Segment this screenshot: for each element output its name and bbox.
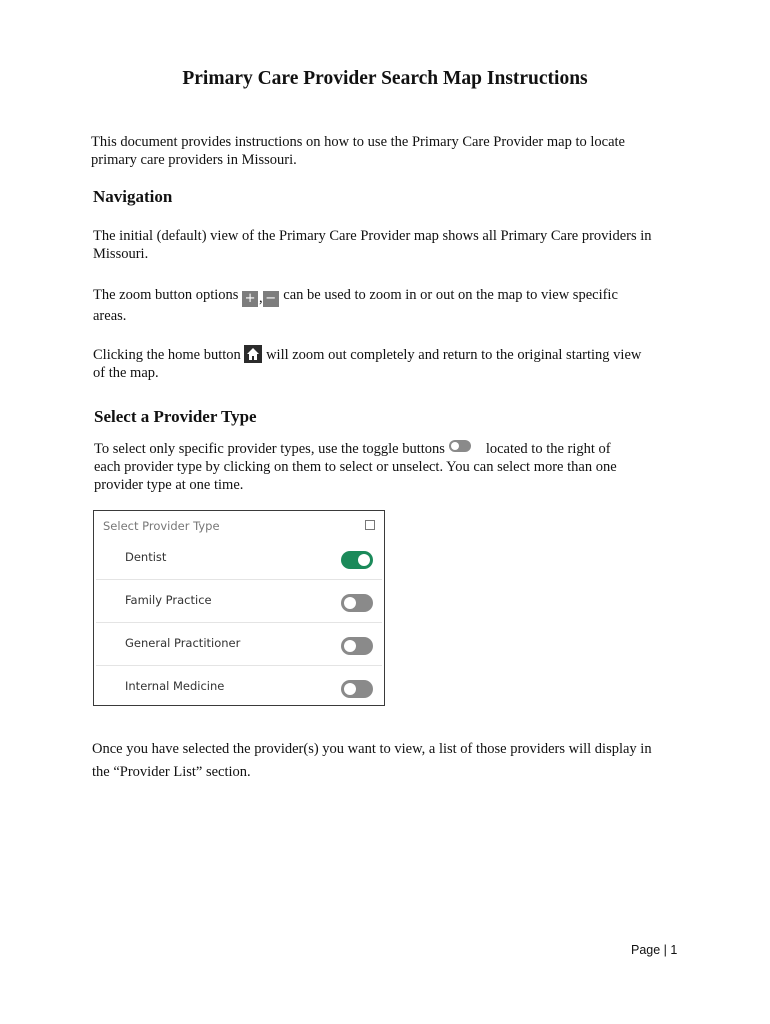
provider-label: General Practitioner [125,636,241,650]
navigation-line-1: The initial (default) view of the Primary Care Provider map shows all Primary Care providers in [93,228,652,244]
zoom-out-icon: − [263,291,279,307]
page-number: Page | 1 [631,943,678,957]
provider-type-text-before: To select only specific provider types, use the toggle buttons [94,441,445,457]
zoom-paragraph [93,286,713,325]
maximize-icon[interactable] [365,520,375,530]
zoom-in-icon: + [242,291,258,307]
document-title: Primary Care Provider Search Map Instructions [182,68,588,89]
provider-type-line-1 [94,440,714,458]
home-paragraph [93,345,713,382]
zoom-comma: , [259,290,263,306]
provider-toggle-internal-medicine[interactable] [341,680,373,698]
provider-type-line-2: each provider type by clicking on them to select or unselect. You can select more than one [94,459,617,475]
navigation-heading: Navigation [93,187,173,206]
provider-row-general-practitioner [96,623,382,666]
toggle-knob [344,683,356,695]
navigation-paragraph [93,227,713,263]
closing-line-1: Once you have selected the provider(s) you want to view, a list of those providers will display in [92,741,652,757]
provider-type-paragraph [94,440,714,494]
toggle-knob [344,640,356,652]
zoom-line-2: areas. [93,308,127,324]
provider-toggle-general-practitioner[interactable] [341,637,373,655]
toggle-knob [358,554,370,566]
zoom-line-1 [93,286,713,307]
home-line-1 [93,345,713,364]
home-icon [244,345,262,363]
provider-label: Family Practice [125,593,212,607]
intro-paragraph [91,133,711,169]
toggle-icon [449,440,471,452]
provider-row-internal-medicine [96,666,382,709]
closing-line-2: the “Provider List” section. [92,764,251,780]
home-text-after: will zoom out completely and return to the original starting view [266,347,642,363]
provider-label: Internal Medicine [125,679,225,693]
provider-row-dentist [96,537,382,580]
home-text-before: Clicking the home button [93,347,241,363]
intro-line-1: This document provides instructions on how to use the Primary Care Provider map to locate [91,134,625,150]
provider-toggle-dentist[interactable] [341,551,373,569]
zoom-text-after: can be used to zoom in or out on the map to view specific [283,287,618,303]
toggle-knob [344,597,356,609]
zoom-buttons-illustration [242,289,280,307]
intro-line-2: primary care providers in Missouri. [91,152,297,168]
provider-type-text-after: located to the right of [485,441,611,457]
provider-type-heading: Select a Provider Type [94,407,257,426]
panel-header: Select Provider Type [103,519,220,533]
navigation-line-2: Missouri. [93,246,149,262]
home-line-2: of the map. [93,365,159,381]
closing-paragraph [92,738,732,784]
provider-toggle-family-practice[interactable] [341,594,373,612]
provider-type-panel [93,510,385,706]
provider-row-family-practice [96,580,382,623]
provider-type-line-3: provider type at one time. [94,477,244,493]
provider-label: Dentist [125,550,167,564]
zoom-text-before: The zoom button options [93,287,239,303]
